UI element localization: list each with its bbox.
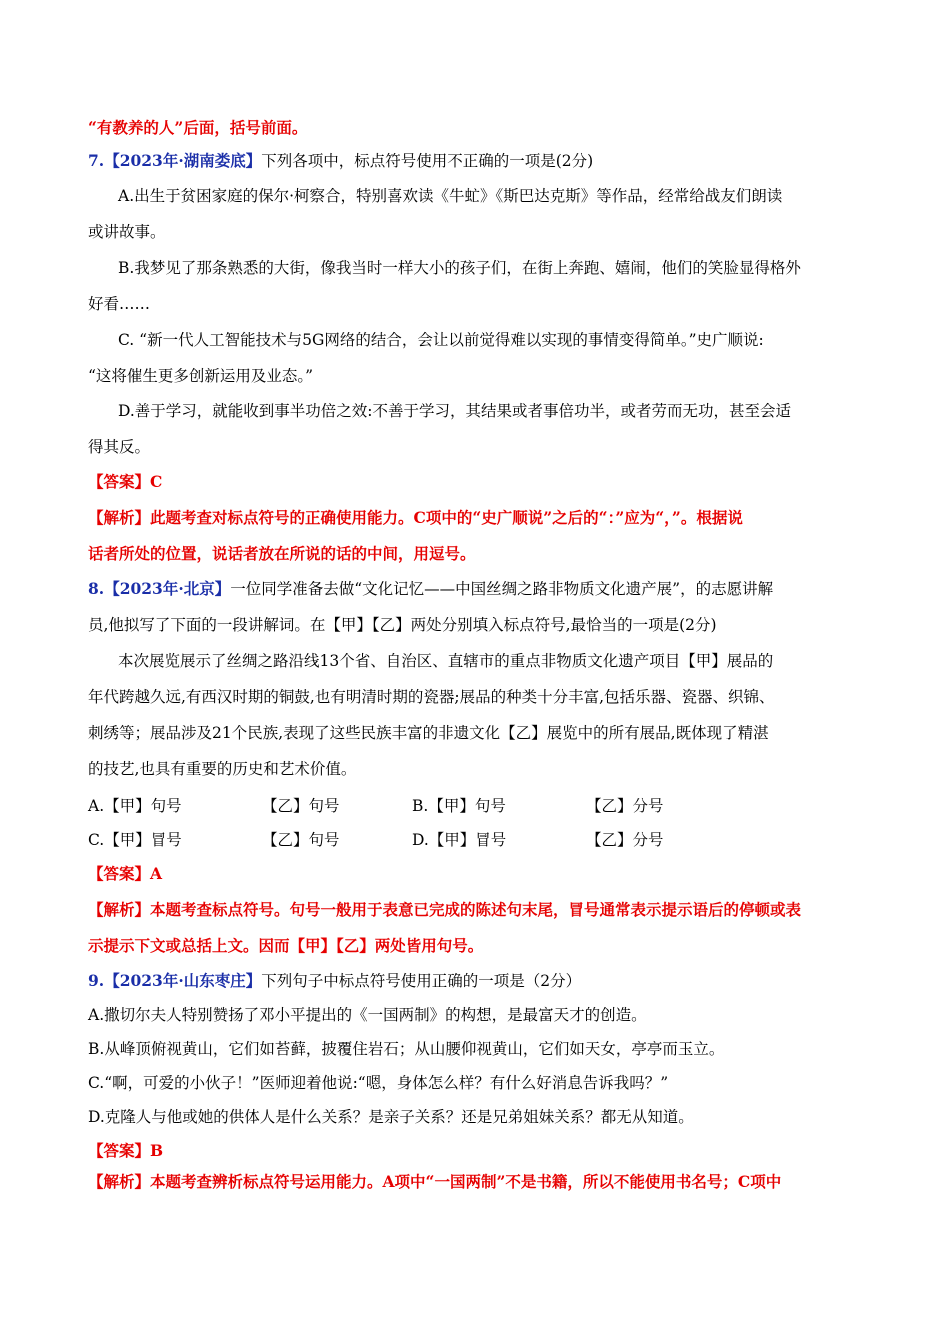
question-8-text: 一位同学准备去做“文化记忆——中国丝绸之路非物质文化遗产展”，的志愿讲解	[230, 580, 774, 598]
question-7-option-b-line1: B.我梦见了那条熟悉的大街，像我当时一样大小的孩子们，在街上奔跑、嬉闹，他们的笑脸显得格外	[118, 259, 801, 277]
question-8-option-c-part2: 【乙】句号	[262, 831, 340, 849]
question-7-analysis-line1: 【解析】此题考查对标点符号的正确使用能力。C项中的“史广顺说”之后的“：”应为“，”。根据说	[88, 508, 743, 527]
question-8-analysis-line1: 【解析】本题考查标点符号。句号一般用于表意已完成的陈述句末尾，冒号通常表示提示语后的停顿或表	[88, 900, 802, 919]
question-9-option-a: A.撒切尔夫人特别赞扬了邓小平提出的《一国两制》的构想，是最富天才的创造。	[88, 1006, 647, 1024]
question-8-option-b-part1: B.【甲】句号	[412, 797, 506, 815]
question-9-source: 【2023年·山东枣庄】	[104, 971, 262, 990]
question-8-answer: 【答案】A	[88, 864, 163, 883]
question-8-passage-line2: 年代跨越久远,有西汉时期的铜鼓,也有明清时期的瓷器;展品的种类十分丰富,包括乐器、瓷器、织锦、	[88, 688, 775, 706]
question-7-option-a-line2: 或讲故事。	[88, 223, 166, 241]
question-8-passage-line3: 刺绣等；展品涉及21个民族,表现了这些民族丰富的非遗文化【乙】展览中的所有展品,既体现了精湛	[88, 724, 769, 742]
question-8-option-c-part1: C.【甲】冒号	[88, 831, 182, 849]
question-8-option-d-part1: D.【甲】冒号	[412, 831, 507, 849]
question-7-option-d-line1: D.善于学习，就能收到事半功倍之效:不善于学习，其结果或者事倍功半，或者劳而无功，甚至会适	[118, 402, 792, 420]
question-7-text: 下列各项中，标点符号使用不正确的一项是(2分)	[261, 152, 594, 170]
question-7-option-c-line1: C. “新一代人工智能技术与5G网络的结合，会让以前觉得难以实现的事情变得简单。”史广顺说:	[118, 331, 764, 349]
question-7-number: 7.	[88, 151, 105, 170]
question-8-option-d-part2: 【乙】分号	[586, 831, 664, 849]
question-7-answer: 【答案】C	[88, 472, 163, 491]
question-9-option-b: B.从峰顶俯视黄山，它们如苔藓，披覆住岩石；从山腰仰视黄山，它们如天女，亭亭而玉立。	[88, 1040, 725, 1058]
question-9-analysis-line1: 【解析】本题考查辨析标点符号运用能力。A项中“一国两制”不是书籍，所以不能使用书名号；C项中	[88, 1172, 782, 1191]
question-8-source: 【2023年·北京】	[104, 579, 231, 598]
question-9-option-c: C.“啊，可爱的小伙子！”医师迎着他说:“嗯，身体怎么样？有什么好消息告诉我吗？”	[88, 1074, 669, 1092]
question-8-option-a-part2: 【乙】句号	[262, 797, 340, 815]
question-9-text: 下列句子中标点符号使用正确的一项是（2分）	[261, 972, 582, 990]
question-7-option-a-line1: A.出生于贫困家庭的保尔·柯察合，特别喜欢读《牛虻》《斯巴达克斯》等作品，经常给战友们朗读	[118, 187, 783, 205]
question-8-passage-line4: 的技艺,也具有重要的历史和艺术价值。	[88, 760, 357, 778]
question-7-option-c-line2: “这将催生更多创新运用及业态。”	[88, 367, 314, 385]
question-8-analysis-line2: 示提示下文或总括上文。因而【甲】【乙】两处皆用句号。	[88, 936, 484, 955]
question-9-answer: 【答案】B	[88, 1141, 164, 1160]
question-7-source: 【2023年·湖南娄底】	[104, 151, 262, 170]
question-8-number: 8.	[88, 579, 105, 598]
question-8-passage-line1: 本次展览展示了丝绸之路沿线13个省、自治区、直辖市的重点非物质文化遗产项目【甲】展品的	[118, 652, 774, 670]
question-9-number: 9.	[88, 971, 105, 990]
question-7-analysis-line2: 话者所处的位置，说话者放在所说的话的中间，用逗号。	[88, 544, 476, 563]
question-9-stem	[88, 970, 863, 992]
question-9-option-d: D.克隆人与他或她的供体人是什么关系？是亲子关系？还是兄弟姐妹关系？都无从知道。	[88, 1108, 694, 1126]
question-7-option-b-line2: 好看……	[88, 295, 151, 313]
continued-analysis-line: “有教养的人”后面，括号前面。	[88, 118, 308, 137]
question-8-option-a-part1: A.【甲】句号	[88, 797, 182, 815]
question-8-stem-line2: 员,他拟写了下面的一段讲解词。在【甲】【乙】两处分别填入标点符号,最恰当的一项是(2分)	[88, 616, 717, 634]
question-7-option-d-line2: 得其反。	[88, 438, 151, 456]
question-8-stem-line1	[88, 578, 863, 600]
question-8-option-b-part2: 【乙】分号	[586, 797, 664, 815]
question-7-stem	[88, 150, 863, 172]
